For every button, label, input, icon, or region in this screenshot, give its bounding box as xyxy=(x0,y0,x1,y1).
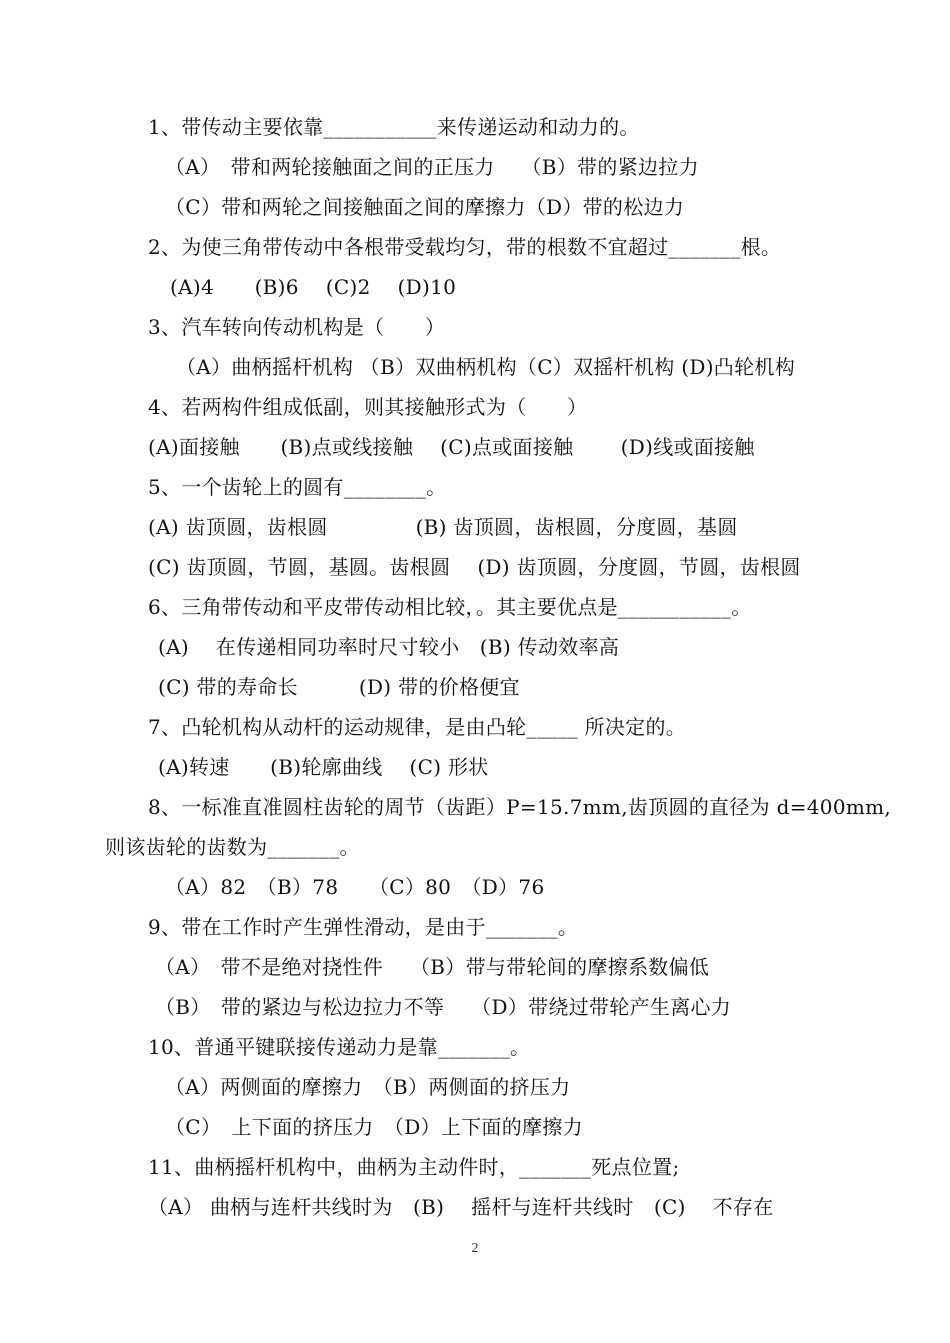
question-4-stem: 4、若两构件组成低副，则其接触形式为（ ） xyxy=(148,395,588,419)
question-4-options: (A)面接触 (B)点或线接触 (C)点或面接触 (D)线或面接触 xyxy=(148,435,755,459)
question-8-options: （A）82 （B）78 （C）80 （D）76 xyxy=(165,875,545,899)
question-6-stem: 6、三角带传动和平皮带传动相比较，。其主要优点是___________。 xyxy=(148,595,752,619)
question-5-options-row-2: (C) 齿顶圆，节圆，基圆。齿根圆 (D) 齿顶圆，分度圆，节圆，齿根圆 xyxy=(148,555,801,579)
page-number: 2 xyxy=(471,1241,479,1256)
question-9-options-row-2: （B） 带的紧边与松边拉力不等 （D）带绕过带轮产生离心力 xyxy=(155,995,732,1019)
question-2-stem: 2、为使三角带传动中各根带受载均匀，带的根数不宜超过_______根。 xyxy=(148,235,782,259)
question-11-options: （A） 曲柄与连杆共线时为 (B) 摇杆与连杆共线时 (C) 不存在 xyxy=(148,1195,774,1219)
question-10-stem: 10、普通平键联接传递动力是靠_______。 xyxy=(148,1035,531,1059)
question-6-options-row-2: (C) 带的寿命长 (D) 带的价格便宜 xyxy=(158,675,520,699)
question-9-stem: 9、带在工作时产生弹性滑动，是由于_______。 xyxy=(148,915,579,939)
question-1-options-row-2: （C）带和两轮之间接触面之间的摩擦力（D）带的松边力 xyxy=(165,195,685,219)
question-10-options-row-1: （A）两侧面的摩擦力 （B）两侧面的挤压力 xyxy=(165,1075,571,1099)
question-7-options: (A)转速 (B)轮廓曲线 (C) 形状 xyxy=(158,755,489,779)
question-5-options-row-1: (A) 齿顶圆，齿根圆 (B) 齿顶圆，齿根圆，分度圆，基圆 xyxy=(148,515,738,539)
question-1-stem: 1、带传动主要依靠___________来传递运动和动力的。 xyxy=(148,115,640,139)
question-7-stem: 7、凸轮机构从动杆的运动规律，是由凸轮_____ 所决定的。 xyxy=(148,715,687,739)
question-8-stem: 8、一标准直准圆柱齿轮的周节（齿距）P=15.7mm,齿顶圆的直径为 d=400mm, xyxy=(148,795,892,819)
question-8-stem-continued: 则该齿轮的齿数为_______。 xyxy=(105,835,360,859)
question-5-stem: 5、一个齿轮上的圆有________。 xyxy=(148,475,447,499)
question-2-options: (A)4 (B)6 (C)2 (D)10 xyxy=(170,275,457,299)
question-3-stem: 3、汽车转向传动机构是（ ） xyxy=(148,315,446,339)
question-10-options-row-2: （C） 上下面的挤压力 （D）上下面的摩擦力 xyxy=(165,1115,583,1139)
question-6-options-row-1: (A) 在传递相同功率时尺寸较小 (B) 传动效率高 xyxy=(158,635,620,659)
question-3-options: （A）曲柄摇杆机构 （B）双曲柄机构（C）双摇杆机构 (D)凸轮机构 xyxy=(176,355,795,379)
question-9-options-row-1: （A） 带不是绝对挠性件 （B）带与带轮间的摩擦系数偏低 xyxy=(155,955,710,979)
question-1-options-row-1: （A） 带和两轮接触面之间的正压力 （B）带的紧边拉力 xyxy=(165,155,699,179)
question-11-stem: 11、曲柄摇杆机构中，曲柄为主动件时，_______死点位置; xyxy=(148,1155,680,1179)
